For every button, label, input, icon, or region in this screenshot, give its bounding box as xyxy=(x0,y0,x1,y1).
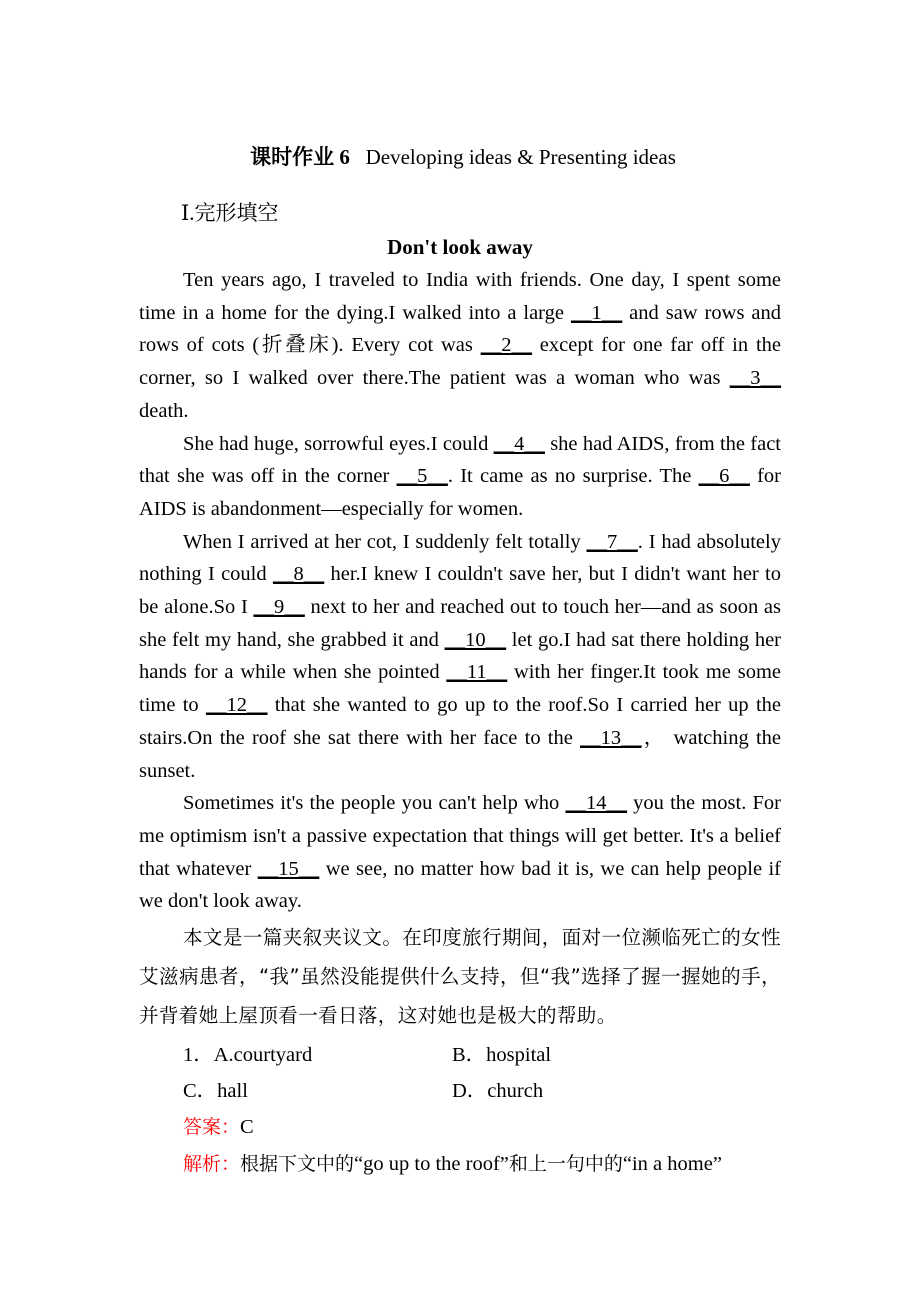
text: death. xyxy=(139,399,189,422)
quote: “go up to the roof” xyxy=(354,1153,509,1176)
text: When I arrived at her cot, I suddenly felt totally xyxy=(183,530,587,553)
quote: “in a home” xyxy=(622,1153,722,1176)
text: Ten years ago, I traveled to India with friends. One day, I spent some time in a home for the dying.I walked into a large xyxy=(139,269,781,324)
section-heading: Ⅰ.完形填空 xyxy=(181,201,279,225)
blank-13: __13__ xyxy=(580,726,642,749)
answer-line xyxy=(139,1109,781,1146)
text: we see, no matter how bad it is, we can help people if we don't look away. xyxy=(139,857,782,913)
answer-value: C xyxy=(240,1116,254,1139)
blank-14: __14__ xyxy=(565,792,627,815)
text: except for one far off in the corner, so I walked over there.The patient was a woman who was xyxy=(139,334,782,390)
option-a-text: A.courtyard xyxy=(213,1044,313,1067)
title-rest: Developing ideas & Presenting ideas xyxy=(365,145,676,169)
paragraph-1 xyxy=(139,264,781,428)
text: 和上一句中的 xyxy=(508,1153,623,1176)
blank-7: __7__ xyxy=(586,530,638,553)
text: let go.I had sat there holding her hands for a while when she pointed xyxy=(139,628,782,684)
blank-3: __3__ xyxy=(729,367,781,390)
question-number: 1． xyxy=(183,1044,214,1067)
analysis-label: 解析： xyxy=(183,1153,241,1176)
title-bold: 课时作业 6 xyxy=(250,145,350,169)
text: . I had absolutely nothing I could xyxy=(139,530,781,586)
document-page xyxy=(139,140,781,1183)
page-title xyxy=(139,140,781,174)
blank-4: __4__ xyxy=(493,432,545,455)
text: for AIDS is abandonment—especially for women. xyxy=(139,465,782,520)
text: ， watching the sunset. xyxy=(139,726,781,782)
blank-8: __8__ xyxy=(272,563,325,586)
blank-5: __5__ xyxy=(396,465,448,488)
blank-11: __11__ xyxy=(446,661,508,684)
option-b: B．hospital xyxy=(452,1044,552,1067)
text: Sometimes it's the people you can't help who xyxy=(183,792,566,815)
option-c: C．hall xyxy=(183,1080,248,1103)
paragraph-4 xyxy=(139,787,781,918)
blank-10: __10__ xyxy=(444,628,507,651)
blank-9: __9__ xyxy=(253,596,305,619)
answer-label: 答案： xyxy=(183,1116,241,1139)
paragraph-2 xyxy=(139,428,781,526)
text: and saw rows and rows of cots (折叠床). Every cot was xyxy=(139,301,781,357)
text: . It came as no surprise. The xyxy=(447,465,699,488)
question-1-options xyxy=(139,1037,781,1109)
summary-paragraph: 本文是一篇夹叙夹议文。在印度旅行期间，面对一位濒临死亡的女性艾滋病患者，“我”虽然没能提供什么支持，但“我”选择了握一握她的手，并背着她上屋顶看一看日落，这对她也是极大的帮助。 xyxy=(139,926,781,1028)
analysis-line xyxy=(139,1146,781,1183)
text: you the most. For me optimism isn't a passive expectation that things will get better. It's a belief that whatever xyxy=(139,792,781,880)
option-d: D．church xyxy=(452,1080,544,1103)
blank-1: __1__ xyxy=(570,301,623,324)
blank-2: __2__ xyxy=(480,334,532,357)
text: with her finger.It took me some time to xyxy=(139,661,782,717)
text: her.I knew I couldn't save her, but I didn't want her to be alone.So I xyxy=(139,563,781,619)
option-a xyxy=(139,1037,452,1073)
blank-6: __6__ xyxy=(698,465,750,488)
passage-title: Don't look away xyxy=(387,235,533,259)
text: that she wanted to go up to the roof.So I carried her up the stairs.On the roof she sat there with her face to the xyxy=(139,694,781,749)
blank-15: __15__ xyxy=(257,857,320,880)
text: She had huge, sorrowful eyes.I could xyxy=(183,432,494,455)
text: she had AIDS, from the fact that she was off in the corner xyxy=(139,432,782,488)
blank-12: __12__ xyxy=(205,694,268,717)
paragraph-3 xyxy=(139,526,781,788)
text: 根据下文中的 xyxy=(240,1153,355,1176)
text: next to her and reached out to touch her—and as soon as she felt my hand, she grabbed it and xyxy=(139,596,781,651)
